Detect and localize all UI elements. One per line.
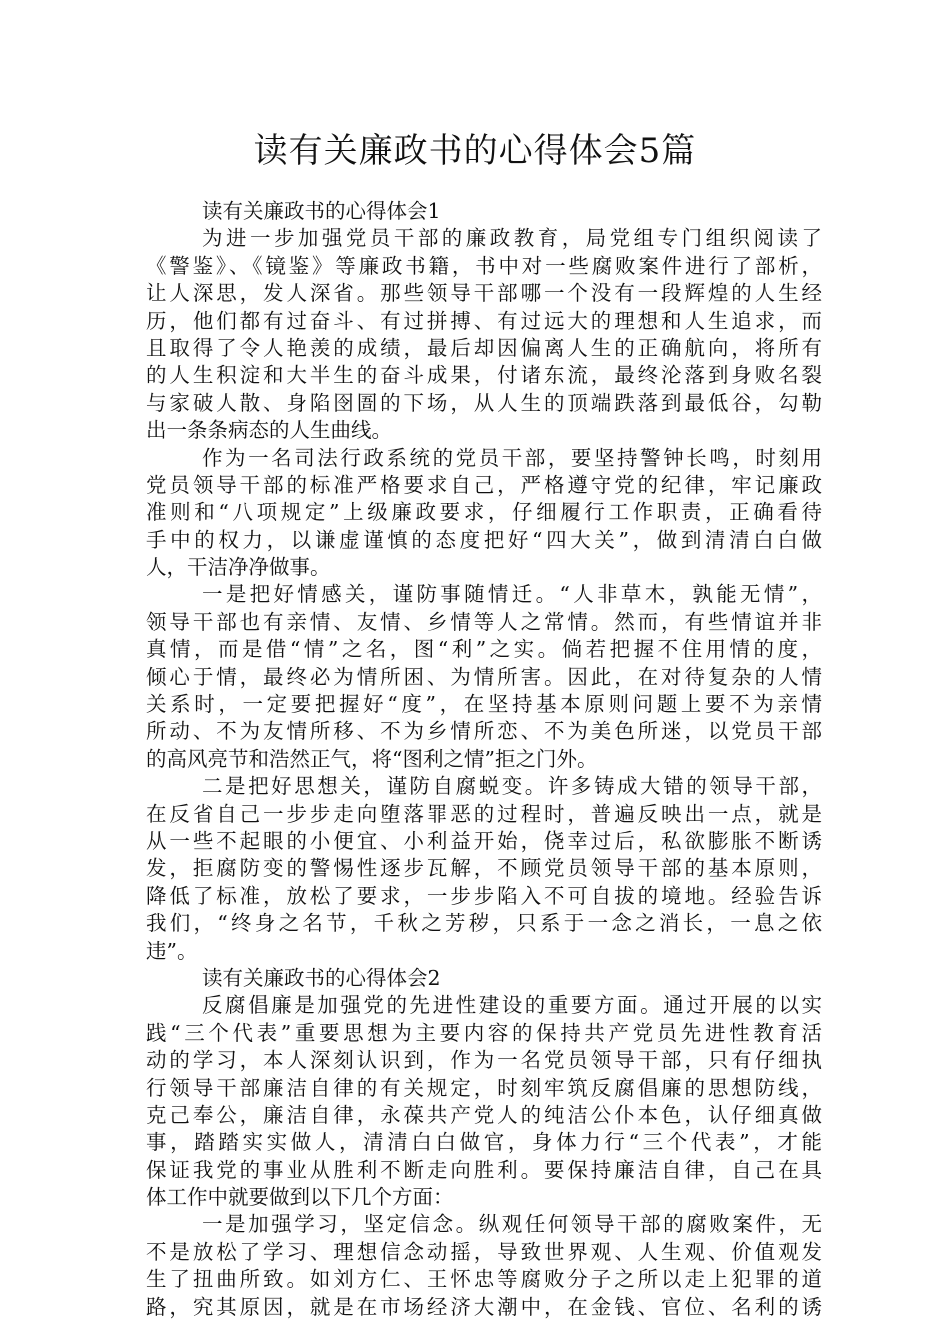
- paragraph-line: 二是把好思想关，谨防自腐蜕变。许多铸成大错的领导干部，: [202, 774, 822, 799]
- paragraph-line: 发，拒腐防变的警惕性逐步瓦解，不顾党员领导干部的基本原则，: [146, 856, 822, 881]
- paragraph-line: 在反省自己一步步走向堕落罪恶的过程时，普遍反映出一点，就是: [146, 801, 822, 826]
- paragraph-line: 动的学习，本人深刻认识到，作为一名党员领导干部，只有仔细执: [146, 1048, 822, 1073]
- paragraph-line: 反腐倡廉是加强党的先进性建设的重要方面。通过开展的以实: [202, 993, 822, 1018]
- document-title: 读有关廉政书的心得体会5篇: [253, 131, 697, 171]
- paragraph-line: 准则和“八项规定”上级廉政要求，仔细履行工作职责，正确看待: [146, 500, 822, 525]
- paragraph-line: 事，踏踏实实做人，清清白白做官，身体力行“三个代表”，才能: [146, 1130, 822, 1155]
- paragraph-line: 的人生积淀和大半生的奋斗成果，付诸东流，最终沦落到身败名裂: [146, 363, 822, 388]
- paragraph-line: 生了扭曲所致。如刘方仁、王怀忠等腐败分子之所以走上犯罪的道: [146, 1267, 822, 1292]
- paragraph-line: 所动、不为友情所移、不为乡情所恋、不为美色所迷，以党员干部: [146, 719, 822, 744]
- document-body: [146, 198, 822, 1321]
- paragraph-line: 与家破人散、身陷囹圄的下场，从人生的顶端跌落到最低谷，勾勒: [146, 390, 822, 415]
- paragraph-line: 从一些不起眼的小便宜、小利益开始，侥幸过后，私欲膨胀不断诱: [146, 828, 822, 853]
- section-heading-2: 读有关廉政书的心得体会2: [202, 965, 441, 990]
- paragraph-line: 保证我党的事业从胜利不断走向胜利。要保持廉洁自律，自己在具: [146, 1157, 822, 1182]
- paragraph-line: 《警鉴》、《镜鉴》等廉政书籍，书中对一些腐败案件进行了部析，: [146, 253, 822, 278]
- paragraph-line: 领导干部也有亲情、友情、乡情等人之常情。然而，有些情谊并非: [146, 609, 822, 634]
- paragraph-line: 体工作中就要做到以下几个方面：: [146, 1185, 454, 1210]
- paragraph-line: 降低了标准，放松了要求，一步步陷入不可自拔的境地。经验告诉: [146, 883, 822, 908]
- paragraph-line: 行领导干部廉洁自律的有关规定，时刻牢筑反腐倡廉的思想防线，: [146, 1075, 822, 1100]
- paragraph-line: 路，究其原因，就是在市场经济大潮中，在金钱、官位、名利的诱: [146, 1294, 822, 1319]
- paragraph-line: 让人深思，发人深省。那些领导干部哪一个没有一段辉煌的人生经: [146, 281, 822, 306]
- section-heading-1: 读有关廉政书的心得体会1: [202, 199, 441, 223]
- paragraph-line: 倾心于情，最终必为情所困、为情所害。因此，在对待复杂的人情: [146, 664, 822, 689]
- paragraph-line: 党员领导干部的标准严格要求自己，严格遵守党的纪律，牢记廉政: [146, 472, 822, 497]
- paragraph-line: 践“三个代表”重要思想为主要内容的保持共产党员先进性教育活: [146, 1020, 822, 1045]
- paragraph-line: 我们，“终身之名节，千秋之芳秽，只系于一念之消长，一息之依: [146, 911, 822, 936]
- paragraph-line: 克己奉公，廉洁自律，永葆共产党人的纯洁公仆本色，认仔细真做: [146, 1102, 822, 1127]
- paragraph-line: 违”。: [146, 938, 198, 963]
- paragraph-line: 出一条条病态的人生曲线。: [146, 418, 392, 443]
- paragraph-line: 关系时，一定要把握好“度”，在坚持基本原则问题上要不为亲情: [146, 692, 822, 717]
- paragraph-line: 不是放松了学习、理想信念动摇，导致世界观、人生观、价值观发: [146, 1239, 822, 1264]
- paragraph-line: 真情，而是借“情”之名，图“利”之实。倘若把握不住用情的度，: [146, 637, 822, 662]
- paragraph-line: 的高风亮节和浩然正气，将“图利之情”拒之门外。: [146, 746, 598, 771]
- paragraph-line: 手中的权力，以谦虚谨慎的态度把好“四大关”，做到清清白白做: [146, 527, 822, 552]
- paragraph-line: 一是把好情感关，谨防事随情迁。“人非草木，孰能无情”，: [202, 582, 822, 607]
- paragraph-line: 为进一步加强党员干部的廉政教育，局党组专门组织阅读了: [202, 226, 822, 251]
- paragraph-line: 一是加强学习，坚定信念。纵观任何领导干部的腐败案件，无: [202, 1212, 822, 1237]
- paragraph-line: 人，干洁净净做事。: [146, 555, 331, 580]
- paragraph-line: 作为一名司法行政系统的党员干部，要坚持警钟长鸣，时刻用: [202, 445, 822, 470]
- paragraph-line: 历，他们都有过奋斗、有过拼搏、有过远大的理想和人生追求，而: [146, 308, 822, 333]
- paragraph-line: 且取得了令人艳羡的成绩，最后却因偏离人生的正确航向，将所有: [146, 335, 822, 360]
